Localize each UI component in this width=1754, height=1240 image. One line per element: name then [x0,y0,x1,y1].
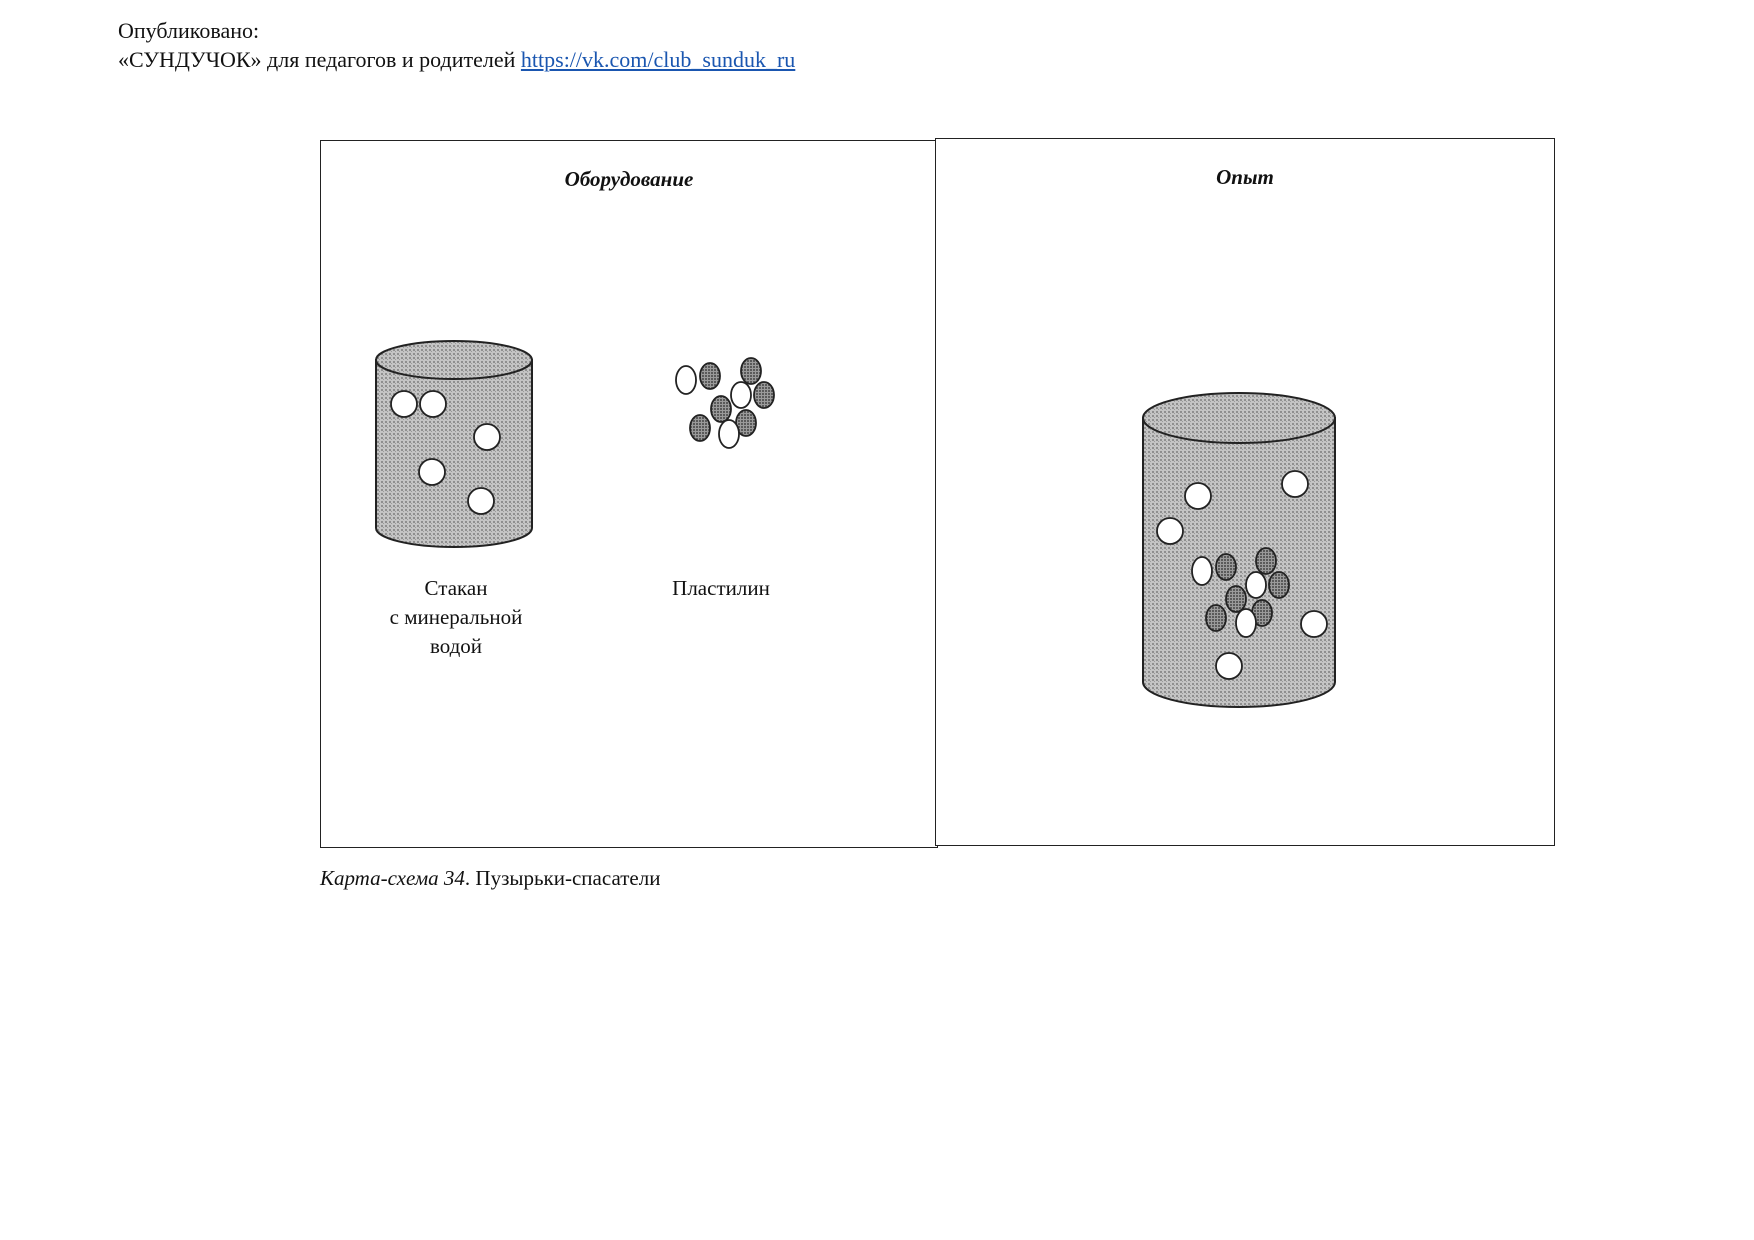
bubble-icon [468,488,494,514]
plasticine-piece [1226,586,1246,612]
plasticine-piece [754,382,774,408]
equipment-title: Оборудование [564,167,694,191]
plasticine-piece [731,382,751,408]
plasticine-label: Пластилин [672,576,770,600]
caption-text: . Пузырьки-спасатели [464,866,661,890]
plasticine-piece [1256,548,1276,574]
plasticine-piece [1269,572,1289,598]
source-line [118,45,795,74]
equipment-illustration [321,141,937,847]
bubble-icon [391,391,417,417]
plasticine-piece [700,363,720,389]
experiment-illustration [936,139,1554,845]
plasticine-piece [1192,557,1212,585]
equipment-panel [320,140,938,848]
bubble-icon [1185,483,1211,509]
published-label: Опубликовано: [118,18,260,43]
plasticine-piece [741,358,761,384]
plasticine-piece [1206,605,1226,631]
source-text: «СУНДУЧОК» для педагогов и родителей [118,47,516,72]
bubble-icon [419,459,445,485]
plasticine-icon [676,358,774,448]
plasticine-piece [1246,572,1266,598]
plasticine-piece [690,415,710,441]
plasticine-piece [1236,609,1256,637]
experiment-panel [935,138,1555,846]
plasticine-piece [676,366,696,394]
figure-caption [320,866,660,891]
glass-icon [376,341,532,547]
source-link[interactable]: https://vk.com/club_sunduk_ru [520,47,796,72]
plasticine-piece [711,396,731,422]
bubble-icon [1216,653,1242,679]
plasticine-piece [1216,554,1236,580]
caption-italic: Карта-схема 34 [320,866,465,890]
bubble-icon [474,424,500,450]
publication-header [118,16,795,74]
experiment-title: Опыт [1216,165,1274,189]
bubble-icon [1282,471,1308,497]
bubble-icon [1301,611,1327,637]
glass-label: Стакан с минеральной водой [389,576,523,658]
bubble-icon [1157,518,1183,544]
bubble-icon [420,391,446,417]
plasticine-piece [719,420,739,448]
